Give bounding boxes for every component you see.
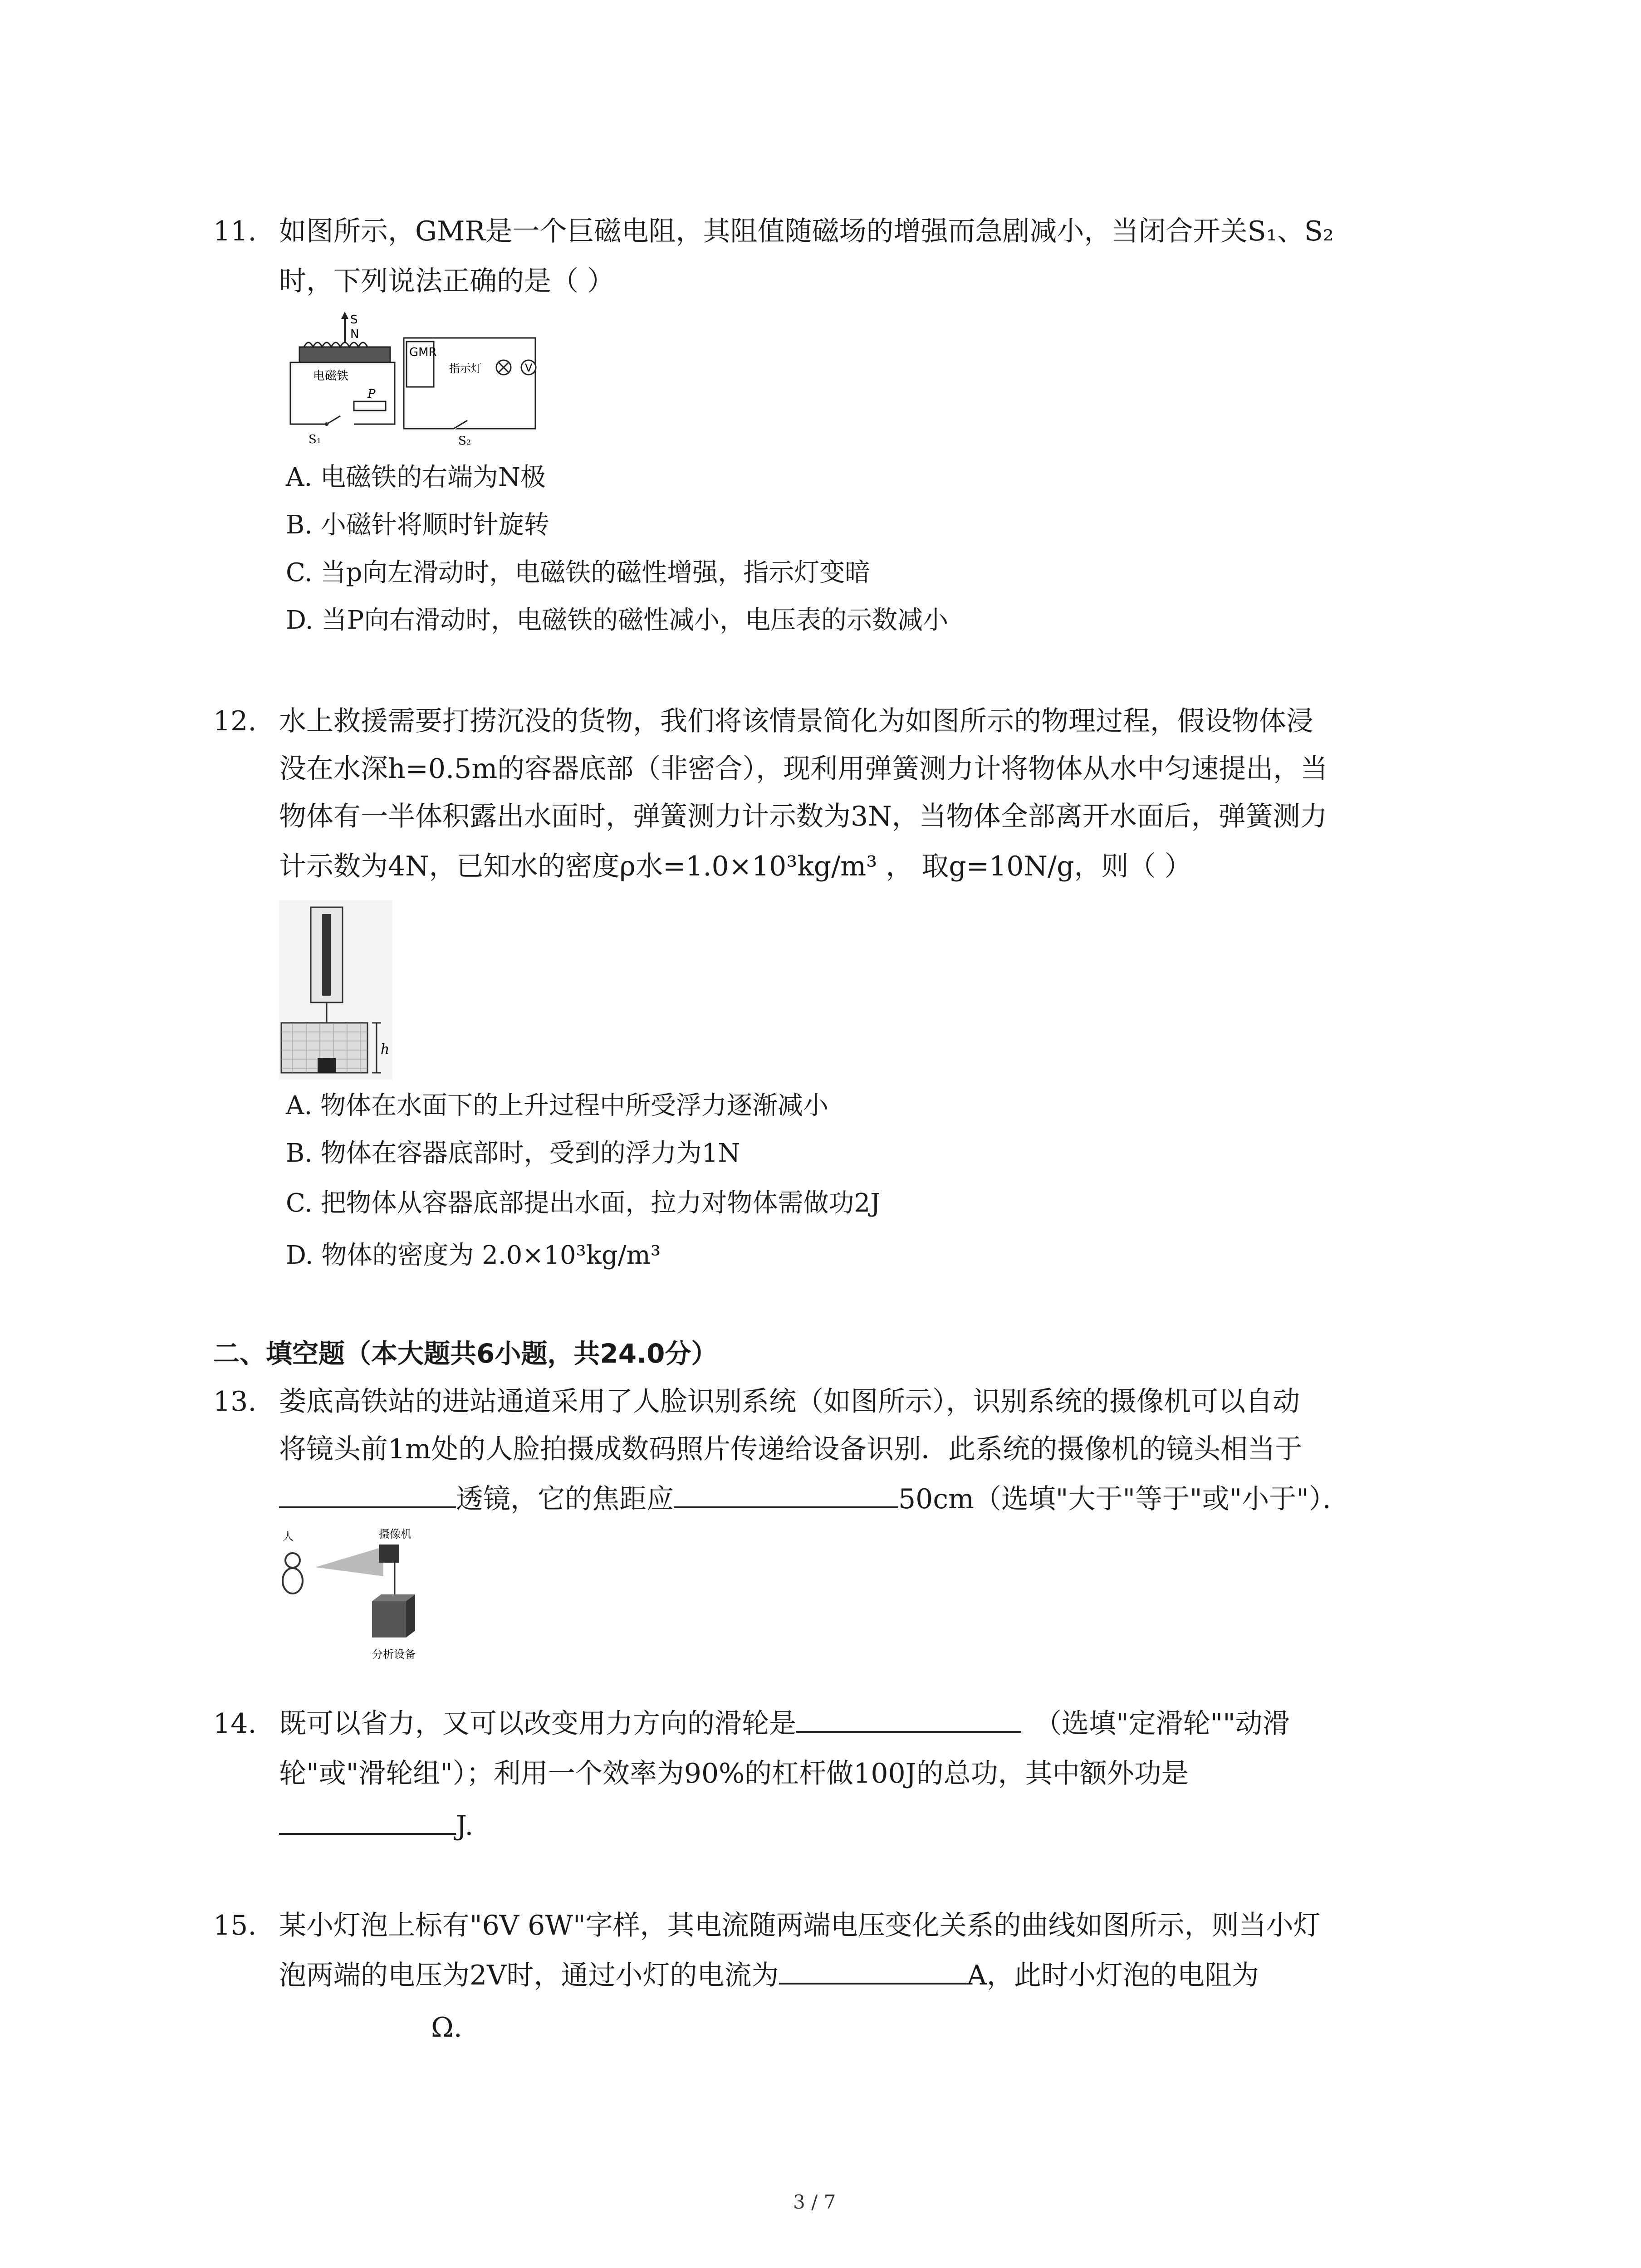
q11-fig-label-lamp: 指示灯 (449, 362, 482, 375)
q13-text-line3a: 透镜，它的焦距应 (456, 1483, 674, 1515)
q13-number: 13. (213, 1386, 257, 1418)
q12-option-a: A. 物体在水面下的上升过程中所受浮力逐渐减小 (286, 1091, 829, 1120)
q15-text-line1: 某小灯泡上标有"6V 6W"字样，其电流随两端电压变化关系的曲线如图所示，则当小灯 (279, 1910, 1321, 1941)
q12-option-b: B. 物体在容器底部时，受到的浮力为1N (286, 1139, 740, 1168)
q15-text-line2 (279, 1962, 1259, 1989)
q13-fig-label-camera: 摄像机 (379, 1528, 411, 1540)
q11-fig-label-v: V (525, 362, 533, 374)
q11-fig-label-electromagnet: 电磁铁 (313, 369, 349, 383)
q14-blank-2[interactable] (279, 1829, 456, 1835)
q14-text-line1a: 既可以省力，又可以改变用力方向的滑轮是 (279, 1708, 796, 1740)
q11-option-c: C. 当p向左滑动时，电磁铁的磁性增强，指示灯变暗 (286, 558, 871, 587)
q12-text-line4: 计示数为4N，已知水的密度ρ水=1.0×10³kg/m³ ， 取g=10N/g，则（ ） (279, 850, 1192, 882)
q13-face-recognition-figure (279, 1522, 429, 1667)
q11-fig-label-n: N (350, 327, 359, 341)
section-2-heading: 二、填空题（本大题共6小题，共24.0分） (213, 1338, 718, 1369)
q11-text-line1: 如图所示，GMR是一个巨磁电阻，其阻值随磁场的增强而急剧减小，当闭合开关S₁、S₂ (279, 215, 1334, 247)
q11-number: 11. (213, 215, 257, 247)
q13-fig-label-person: 人 (283, 1530, 294, 1543)
q11-text-line2: 时，下列说法正确的是（ ） (279, 265, 615, 297)
q12-fig-label-h: h (381, 1041, 390, 1057)
q12-number: 12. (213, 705, 257, 737)
q14-text-line3 (279, 1810, 474, 1842)
q12-text-line1: 水上救援需要打捞沉没的货物，我们将该情景简化为如图所示的物理过程，假设物体浸 (279, 705, 1313, 737)
q15-blank-1[interactable] (779, 1979, 967, 1984)
q13-text-line2: 将镜头前1m处的人脸拍摄成数码照片传递给设备识别．此系统的摄像机的镜头相当于 (279, 1433, 1303, 1465)
q13-text-line3 (279, 1483, 1350, 1515)
q11-option-a: A. 电磁铁的右端为N极 (286, 463, 546, 492)
q12-text-line2: 没在水深h=0.5m的容器底部（非密合），现利用弹簧测力计将物体从水中匀速提出，当 (279, 753, 1328, 785)
q15-text-line2a: 泡两端的电压为2V时，通过小灯的电流为 (279, 1960, 779, 1991)
q14-blank-1[interactable] (796, 1727, 1021, 1733)
q11-fig-label-s1: S₁ (309, 433, 322, 446)
q13-fig-label-device: 分析设备 (372, 1648, 416, 1661)
q12-option-c: C. 把物体从容器底部提出水面，拉力对物体需做功2J (286, 1188, 881, 1218)
q11-option-b: B. 小磁针将顺时针旋转 (286, 510, 549, 540)
q15-text-line3: Ω. (431, 2012, 462, 2043)
q13-blank-1[interactable] (279, 1503, 456, 1508)
q14-text-line1 (279, 1708, 1290, 1740)
q14-text-line1b: （选填"定滑轮""动滑 (1034, 1708, 1290, 1740)
q13-text-line1: 娄底高铁站的进站通道采用了人脸识别系统（如图所示），识别系统的摄像机可以自动 (279, 1386, 1300, 1418)
q14-number: 14. (213, 1708, 257, 1740)
q11-fig-label-s: S (350, 313, 358, 327)
q14-text-line2: 轮"或"滑轮组"）；利用一个效率为90%的杠杆做100J的总功，其中额外功是 (279, 1758, 1189, 1789)
q12-text-line3: 物体有一半体积露出水面时，弹簧测力计示数为3N，当物体全部离开水面后，弹簧测力 (279, 801, 1327, 832)
q11-fig-label-p: P (367, 387, 376, 401)
q13-blank-2[interactable] (674, 1503, 898, 1508)
q12-spring-scale-figure (279, 900, 392, 1080)
q15-text-line2b: A，此时小灯泡的电阻为 (967, 1960, 1259, 1991)
q11-circuit-figure (281, 311, 540, 447)
q11-option-d: D. 当P向右滑动时，电磁铁的磁性减小，电压表的示数减小 (286, 606, 949, 635)
page-number: 3 / 7 (793, 2191, 836, 2213)
q14-text-line3-unit: J. (456, 1810, 474, 1842)
q11-fig-label-s2: S₂ (458, 434, 471, 447)
q11-fig-label-gmr: GMR (409, 346, 437, 359)
q13-text-line3b: 50cm（选填"大于"等于"或"小于"）． (898, 1483, 1350, 1515)
q12-option-d: D. 物体的密度为 2.0×10³kg/m³ (286, 1241, 661, 1270)
q15-number: 15. (213, 1910, 257, 1941)
